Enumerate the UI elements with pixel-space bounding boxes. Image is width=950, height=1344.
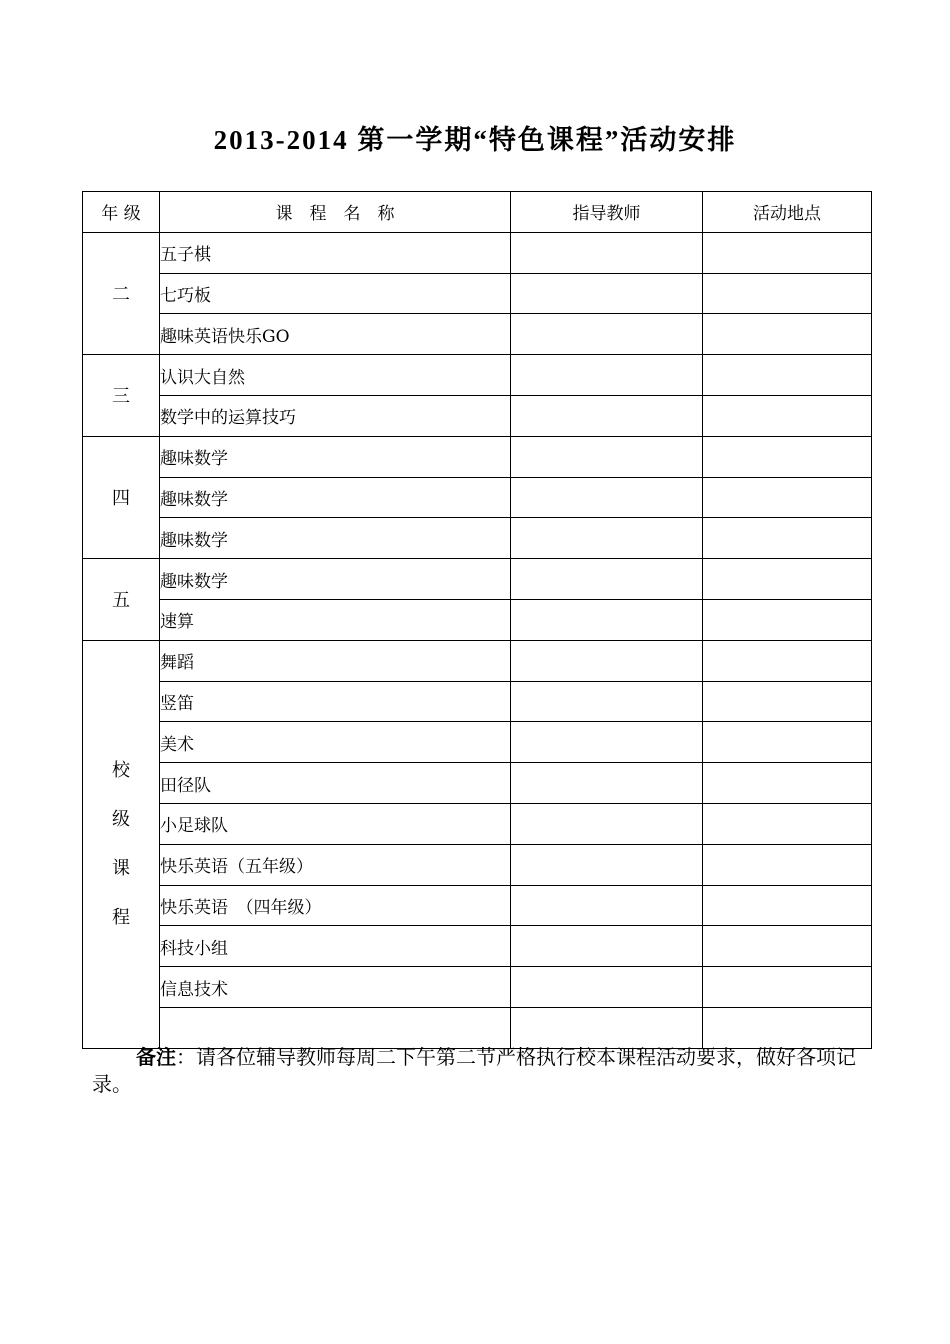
table-row bbox=[83, 722, 872, 763]
place-cell bbox=[703, 722, 872, 763]
grade-cell: 五 bbox=[83, 559, 160, 641]
table-row bbox=[83, 273, 872, 314]
course-name-cell: 小足球队 bbox=[160, 803, 511, 844]
teacher-cell bbox=[511, 599, 703, 640]
course-name-cell: 五子棋 bbox=[160, 232, 511, 273]
table-row bbox=[83, 763, 872, 804]
place-cell bbox=[703, 803, 872, 844]
place-cell bbox=[703, 885, 872, 926]
table-row bbox=[83, 518, 872, 559]
teacher-cell bbox=[511, 844, 703, 885]
table-row bbox=[83, 395, 872, 436]
course-name-cell: 田径队 bbox=[160, 763, 511, 804]
teacher-cell bbox=[511, 273, 703, 314]
place-cell bbox=[703, 599, 872, 640]
course-name-cell: 科技小组 bbox=[160, 926, 511, 967]
course-name-cell: 美术 bbox=[160, 722, 511, 763]
remark-text: ：请各位辅导教师每周二下午第二节严格执行校本课程活动要求，做好各项记录。 bbox=[92, 1045, 856, 1096]
place-cell bbox=[703, 314, 872, 355]
teacher-cell bbox=[511, 722, 703, 763]
table-row bbox=[83, 885, 872, 926]
table-row bbox=[83, 314, 872, 355]
course-name-cell: 舞蹈 bbox=[160, 640, 511, 681]
grade-cell-school-level bbox=[83, 640, 160, 1048]
teacher-cell bbox=[511, 885, 703, 926]
teacher-cell bbox=[511, 559, 703, 600]
grade-char: 课 bbox=[112, 858, 130, 880]
table-row bbox=[83, 232, 872, 273]
teacher-cell bbox=[511, 1007, 703, 1048]
place-cell bbox=[703, 763, 872, 804]
grade-char: 级 bbox=[112, 809, 130, 831]
teacher-cell bbox=[511, 640, 703, 681]
page-title: 2013-2014 第一学期“特色课程”活动安排 bbox=[213, 125, 737, 155]
table-row bbox=[83, 803, 872, 844]
grade-char: 程 bbox=[112, 907, 130, 929]
table-row bbox=[83, 967, 872, 1008]
course-name-cell: 趣味数学 bbox=[160, 518, 511, 559]
table-row bbox=[83, 477, 872, 518]
course-name-cell: 趣味数学 bbox=[160, 436, 511, 477]
place-cell bbox=[703, 1007, 872, 1048]
teacher-cell bbox=[511, 355, 703, 396]
place-cell bbox=[703, 926, 872, 967]
table-row bbox=[83, 844, 872, 885]
course-name-cell: 趣味英语快乐GO bbox=[160, 314, 511, 355]
header-teacher: 指导教师 bbox=[511, 192, 703, 233]
place-cell bbox=[703, 559, 872, 600]
course-name-cell: 竖笛 bbox=[160, 681, 511, 722]
table-row bbox=[83, 926, 872, 967]
place-cell bbox=[703, 232, 872, 273]
table-row bbox=[83, 559, 872, 600]
teacher-cell bbox=[511, 314, 703, 355]
teacher-cell bbox=[511, 967, 703, 1008]
place-cell bbox=[703, 273, 872, 314]
table-row bbox=[83, 681, 872, 722]
table-row bbox=[83, 599, 872, 640]
course-name-cell: 趣味数学 bbox=[160, 559, 511, 600]
teacher-cell bbox=[511, 926, 703, 967]
grade-cell: 三 bbox=[83, 355, 160, 437]
grade-cell: 四 bbox=[83, 436, 160, 558]
place-cell bbox=[703, 967, 872, 1008]
teacher-cell bbox=[511, 518, 703, 559]
header-course: 课 程 名 称 bbox=[160, 192, 511, 233]
course-name-cell: 快乐英语 （四年级） bbox=[160, 885, 511, 926]
place-cell bbox=[703, 436, 872, 477]
place-cell bbox=[703, 477, 872, 518]
remark-note bbox=[92, 1044, 872, 1098]
course-name-cell: 七巧板 bbox=[160, 273, 511, 314]
grade-char: 校 bbox=[112, 760, 130, 782]
course-name-cell: 趣味数学 bbox=[160, 477, 511, 518]
teacher-cell bbox=[511, 803, 703, 844]
teacher-cell bbox=[511, 763, 703, 804]
place-cell bbox=[703, 355, 872, 396]
place-cell bbox=[703, 844, 872, 885]
teacher-cell bbox=[511, 436, 703, 477]
course-name-cell bbox=[160, 1007, 511, 1048]
table-row-empty bbox=[83, 1007, 872, 1048]
teacher-cell bbox=[511, 232, 703, 273]
course-name-cell: 快乐英语（五年级） bbox=[160, 844, 511, 885]
header-grade: 年 级 bbox=[83, 192, 160, 233]
place-cell bbox=[703, 395, 872, 436]
teacher-cell bbox=[511, 395, 703, 436]
table-row bbox=[83, 355, 872, 396]
course-name-cell: 数学中的运算技巧 bbox=[160, 395, 511, 436]
course-name-cell: 信息技术 bbox=[160, 967, 511, 1008]
teacher-cell bbox=[511, 477, 703, 518]
table-row bbox=[83, 640, 872, 681]
place-cell bbox=[703, 681, 872, 722]
schedule-table bbox=[82, 191, 872, 1049]
header-place: 活动地点 bbox=[703, 192, 872, 233]
vertical-grade-label bbox=[83, 746, 159, 942]
course-name-cell: 速算 bbox=[160, 599, 511, 640]
place-cell bbox=[703, 518, 872, 559]
table-header-row bbox=[83, 192, 872, 233]
grade-cell: 二 bbox=[83, 232, 160, 354]
table-row bbox=[83, 436, 872, 477]
course-name-cell: 认识大自然 bbox=[160, 355, 511, 396]
remark-label: 备注 bbox=[136, 1045, 176, 1069]
place-cell bbox=[703, 640, 872, 681]
teacher-cell bbox=[511, 681, 703, 722]
